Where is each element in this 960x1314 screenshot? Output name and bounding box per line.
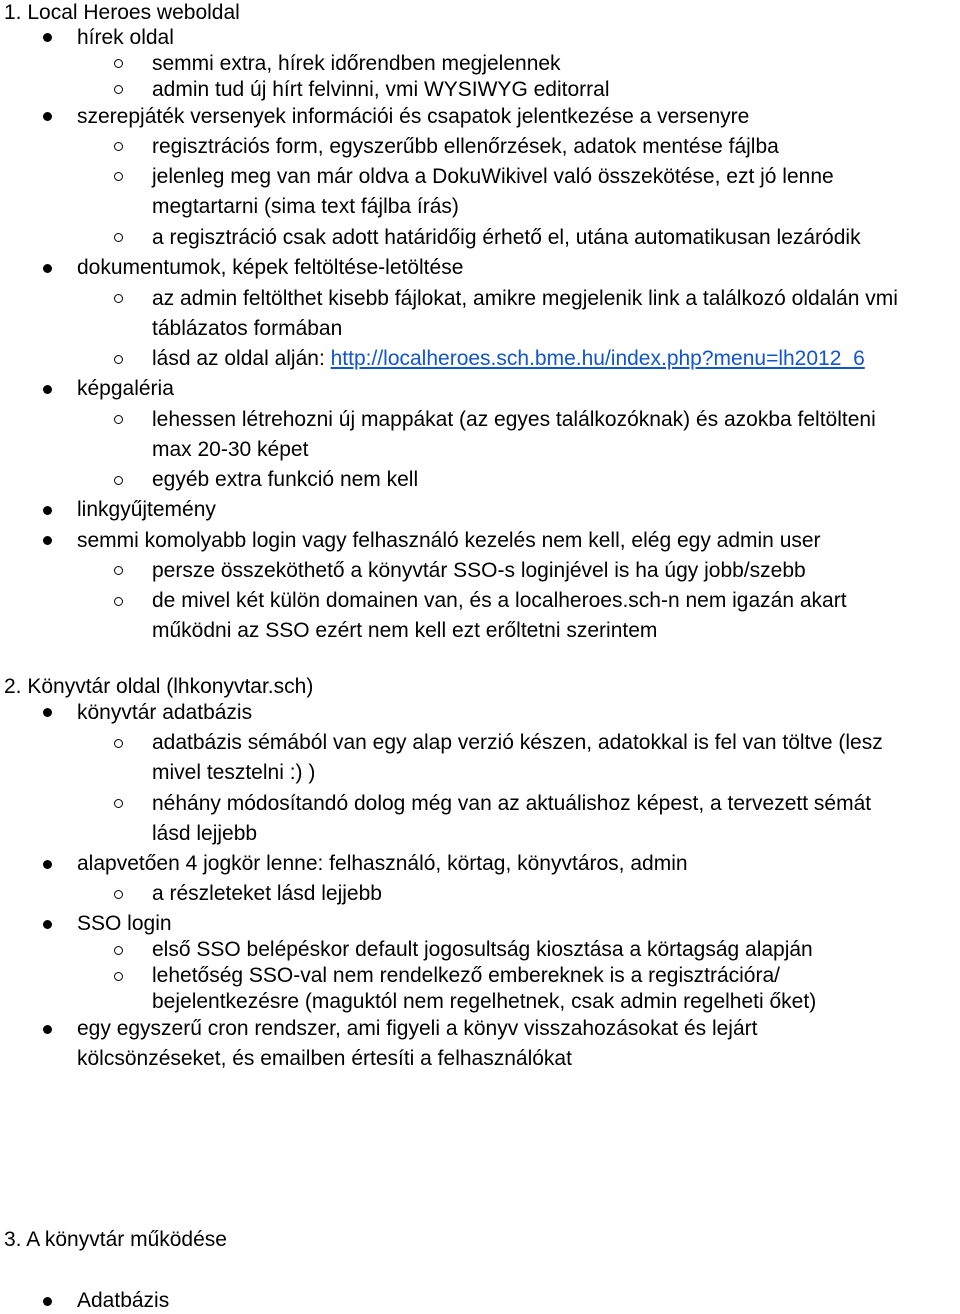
bullet-icon bbox=[43, 860, 52, 869]
sub-bullet-icon bbox=[114, 566, 123, 575]
sub-list-item: regisztrációs form, egyszerűbb ellenőrzések, adatok mentése fájlba bbox=[152, 135, 779, 158]
sub-list-item-continued: lásd lejjebb bbox=[152, 822, 258, 845]
list-item: SSO login bbox=[77, 912, 172, 935]
bullet-icon bbox=[43, 1297, 52, 1306]
list-item: alapvetően 4 jogkör lenne: felhasználó, körtag, könyvtáros, admin bbox=[77, 852, 688, 875]
sub-bullet-icon bbox=[114, 890, 123, 899]
sub-list-item: néhány módosítandó dolog még van az aktuálishoz képest, a tervezett sémát bbox=[152, 792, 872, 815]
list-item: semmi komolyabb login vagy felhasználó kezelés nem kell, elég egy admin user bbox=[77, 529, 821, 552]
sub-list-item: jelenleg meg van már oldva a DokuWikivel való összekötése, ezt jó lenne bbox=[152, 165, 834, 188]
sub-list-item-continued: mivel tesztelni :) ) bbox=[152, 761, 316, 784]
list-item: egy egyszerű cron rendszer, ami figyeli a könyv visszahozásokat és lejárt bbox=[77, 1017, 758, 1040]
sub-list-item: lehessen létrehozni új mappákat (az egyes találkozóknak) és azokba feltölteni bbox=[152, 408, 876, 431]
sub-bullet-icon bbox=[114, 597, 123, 606]
section-1-heading: 1. Local Heroes weboldal bbox=[4, 1, 240, 24]
bullet-icon bbox=[43, 33, 52, 42]
sub-list-item: lehetőség SSO-val nem rendelkező embereknek is a regisztrációra/ bbox=[152, 964, 780, 987]
list-item: linkgyűjtemény bbox=[77, 498, 216, 521]
sub-bullet-icon bbox=[114, 85, 123, 94]
sub-bullet-icon bbox=[114, 172, 123, 181]
localheroes-link[interactable]: http://localheroes.sch.bme.hu/index.php?menu=lh2012_6 bbox=[330, 347, 865, 370]
list-item: szerepjáték versenyek információi és csapatok jelentkezése a versenyre bbox=[77, 105, 750, 128]
sub-bullet-icon bbox=[114, 476, 123, 485]
sub-bullet-icon bbox=[114, 972, 123, 981]
list-item: dokumentumok, képek feltöltése-letöltése bbox=[77, 256, 464, 279]
bullet-icon bbox=[43, 112, 52, 121]
sub-bullet-icon bbox=[114, 739, 123, 748]
sub-list-item: a részleteket lásd lejjebb bbox=[152, 882, 382, 905]
list-item: könyvtár adatbázis bbox=[77, 701, 253, 724]
section-2-heading: 2. Könyvtár oldal (lhkonyvtar.sch) bbox=[4, 675, 314, 698]
sub-bullet-icon bbox=[114, 799, 123, 808]
sub-list-item: a regisztráció csak adott határidőig érhető el, utána automatikusan lezáródik bbox=[152, 226, 861, 249]
sub-list-item-continued: működni az SSO ezért nem kell ezt erőltetni szerintem bbox=[152, 619, 658, 642]
sub-list-item: adatbázis sémából van egy alap verzió készen, adatokkal is fel van töltve (lesz bbox=[152, 731, 883, 754]
sub-bullet-icon bbox=[114, 415, 123, 424]
bullet-icon bbox=[43, 385, 52, 394]
list-item: hírek oldal bbox=[77, 26, 174, 49]
sub-bullet-icon bbox=[114, 142, 123, 151]
bullet-icon bbox=[43, 1025, 52, 1034]
bullet-icon bbox=[43, 920, 52, 929]
link-prefix-text: lásd az oldal alján: bbox=[152, 347, 331, 370]
sub-list-item: egyéb extra funkció nem kell bbox=[152, 468, 419, 491]
bullet-icon bbox=[43, 506, 52, 515]
sub-bullet-icon bbox=[114, 59, 123, 68]
section-3-heading: 3. A könyvtár működése bbox=[4, 1228, 227, 1251]
sub-list-item-continued: táblázatos formában bbox=[152, 317, 343, 340]
sub-list-item: de mivel két külön domainen van, és a localheroes.sch-n nem igazán akart bbox=[152, 589, 847, 612]
sub-list-item: semmi extra, hírek időrendben megjelennek bbox=[152, 52, 561, 75]
sub-list-item bbox=[152, 346, 865, 372]
sub-list-item: admin tud új hírt felvinni, vmi WYSIWYG editorral bbox=[152, 78, 610, 101]
sub-list-item-continued: bejelentkezésre (maguktól nem regelhetnek, csak admin regelheti őket) bbox=[152, 990, 817, 1013]
bullet-icon bbox=[43, 536, 52, 545]
list-item: képgaléria bbox=[77, 377, 174, 400]
sub-list-item-continued: megtartarni (sima text fájlba írás) bbox=[152, 195, 459, 218]
bullet-icon bbox=[43, 264, 52, 273]
sub-bullet-icon bbox=[114, 294, 123, 303]
sub-list-item: persze összeköthető a könyvtár SSO-s loginjével is ha úgy jobb/szebb bbox=[152, 559, 806, 582]
bullet-icon bbox=[43, 708, 52, 717]
sub-list-item: első SSO belépéskor default jogosultság kiosztása a körtagság alapján bbox=[152, 938, 813, 961]
list-item-continued: kölcsönzéseket, és emailben értesíti a felhasználókat bbox=[77, 1047, 572, 1070]
sub-bullet-icon bbox=[114, 946, 123, 955]
sub-list-item-continued: max 20-30 képet bbox=[152, 438, 309, 461]
sub-bullet-icon bbox=[114, 233, 123, 242]
sub-bullet-icon bbox=[114, 355, 123, 364]
sub-list-item: az admin feltölthet kisebb fájlokat, amikre megjelenik link a találkozó oldalán vmi bbox=[152, 287, 898, 310]
list-item: Adatbázis bbox=[77, 1289, 170, 1312]
